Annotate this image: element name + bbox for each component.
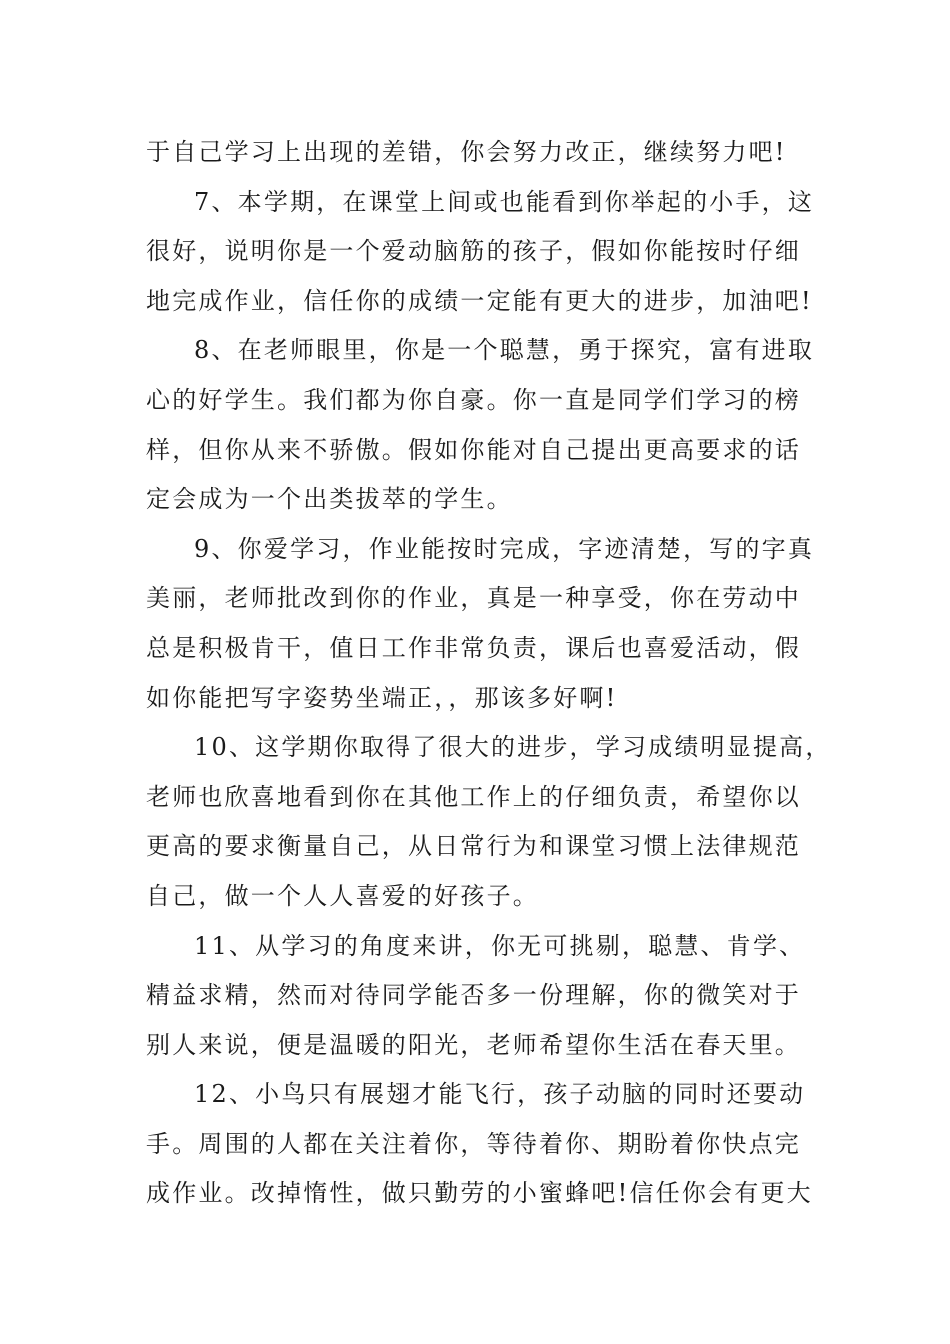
paragraph-line: 成作业。改掉惰性，做只勤劳的小蜜蜂吧!信任你会有更大 — [146, 1179, 813, 1208]
paragraph-line: 12、小鸟只有展翅才能飞行，孩子动脑的同时还要动 — [194, 1080, 806, 1109]
document-body — [146, 128, 836, 1219]
paragraph-line: 心的好学生。我们都为你自豪。你一直是同学们学习的榜 — [146, 385, 801, 414]
paragraph-line: 9、你爱学习，作业能按时完成，字迹清楚，写的字真 — [194, 534, 815, 563]
paragraph-line: 10、这学期你取得了很大的进步，学习成绩明显提高， — [194, 733, 832, 762]
paragraph-line: 总是积极肯干，值日工作非常负责，课后也喜爱活动，假 — [146, 633, 801, 662]
paragraph-line: 定会成为一个出类拔萃的学生。 — [146, 485, 513, 514]
paragraph-line: 别人来说，便是温暖的阳光，老师希望你生活在春天里。 — [146, 1030, 801, 1059]
paragraph-line: 很好，说明你是一个爱动脑筋的孩子，假如你能按时仔细 — [146, 237, 801, 266]
paragraph-line: 精益求精，然而对待同学能否多一份理解，你的微笑对于 — [146, 981, 801, 1010]
paragraph-line: 于自己学习上出现的差错，你会努力改正，继续努力吧! — [146, 138, 787, 166]
paragraph-line: 美丽，老师批改到你的作业，真是一种享受，你在劳动中 — [146, 584, 801, 613]
paragraph-line: 11、从学习的角度来讲，你无可挑剔，聪慧、肯学、 — [194, 931, 806, 960]
paragraph-line: 8、在老师眼里，你是一个聪慧，勇于探究，富有进取 — [194, 336, 815, 365]
paragraph-line: 更高的要求衡量自己，从日常行为和课堂习惯上法律规范 — [146, 832, 801, 861]
paragraph-line: 地完成作业，信任你的成绩一定能有更大的进步，加油吧! — [146, 286, 813, 315]
paragraph-line: 7、本学期，在课堂上间或也能看到你举起的小手，这 — [194, 187, 815, 216]
paragraph-line: 样，但你从来不骄傲。假如你能对自己提出更高要求的话 — [146, 435, 801, 464]
paragraph-line: 手。周围的人都在关注着你，等待着你、期盼着你快点完 — [146, 1129, 801, 1158]
paragraph-line: 如你能把写字姿势坐端正，，那该多好啊! — [146, 683, 618, 712]
paragraph-line: 老师也欣喜地看到你在其他工作上的仔细负责，希望你以 — [146, 782, 801, 811]
paragraph-line: 自己，做一个人人喜爱的好孩子。 — [146, 881, 539, 910]
